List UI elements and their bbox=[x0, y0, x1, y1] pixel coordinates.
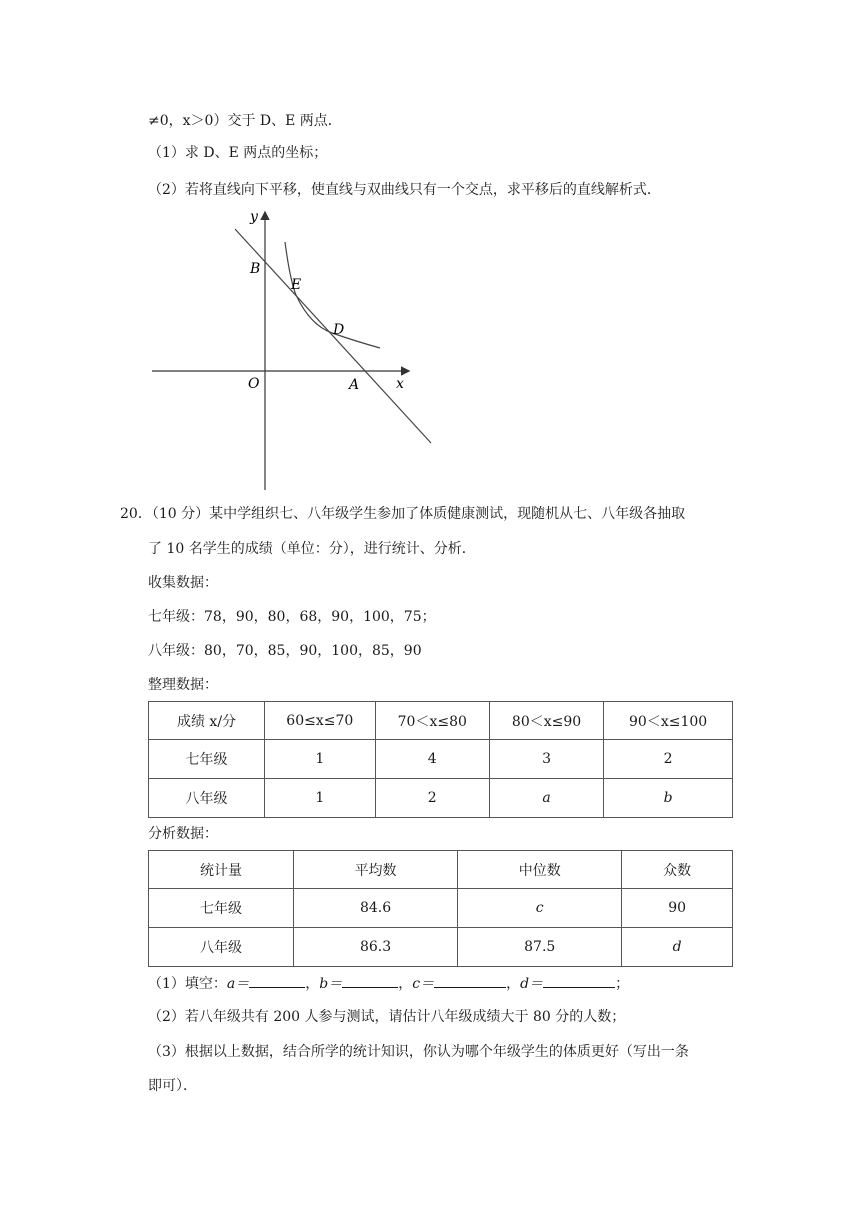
q19-part2: （2）若将直线向下平移，使直线与双曲线只有一个交点，求平移后的直线解析式． bbox=[148, 182, 661, 198]
label-e: E bbox=[291, 277, 302, 293]
table-cell: 84.6 bbox=[294, 889, 458, 928]
answer-blank-a[interactable] bbox=[249, 973, 305, 988]
table-row bbox=[149, 740, 733, 779]
row-label: 七年级 bbox=[149, 740, 265, 779]
sep: ， bbox=[305, 976, 320, 992]
q20-sub1 bbox=[148, 973, 629, 994]
label-d: D bbox=[333, 322, 345, 338]
sub1-c-label: c＝ bbox=[412, 976, 435, 992]
header-cell: 统计量 bbox=[149, 851, 294, 889]
table-row bbox=[149, 889, 733, 928]
table-cell: 90 bbox=[622, 889, 733, 928]
table-cell: d bbox=[622, 928, 733, 967]
table-cell: 1 bbox=[265, 740, 376, 779]
label-a: A bbox=[349, 377, 360, 393]
header-cell: 中位数 bbox=[458, 851, 622, 889]
table-cell: a bbox=[489, 779, 603, 818]
table-cell: 1 bbox=[265, 779, 376, 818]
row-label: 八年级 bbox=[149, 928, 294, 967]
statistics-table-header bbox=[149, 851, 733, 889]
answer-blank-d[interactable] bbox=[543, 973, 615, 988]
label-b: B bbox=[250, 261, 261, 277]
table-cell: 2 bbox=[604, 740, 733, 779]
q20-sub3-line1: （3）根据以上数据，结合所学的统计知识，你认为哪个年级学生的体质更好（写出一条 bbox=[148, 1044, 689, 1060]
label-x: x bbox=[396, 376, 404, 392]
sub1-d-label: d＝ bbox=[520, 976, 544, 992]
q20-stem-line2: 了 10 名学生的成绩（单位：分），进行统计、分析． bbox=[148, 541, 476, 557]
header-cell: 80＜x≤90 bbox=[489, 702, 603, 740]
q20-stem-line1: 20．（10 分）某中学组织七、八年级学生参加了体质健康测试，现随机从七、八年级各抽取 bbox=[120, 506, 686, 522]
organize-data-heading: 整理数据： bbox=[148, 677, 218, 693]
table-cell: 3 bbox=[489, 740, 603, 779]
answer-blank-c[interactable] bbox=[434, 973, 506, 988]
header-cell: 成绩 x/分 bbox=[149, 702, 265, 740]
sub1-end: ； bbox=[615, 976, 630, 992]
header-cell: 60≤x≤70 bbox=[265, 702, 376, 740]
frequency-table bbox=[148, 701, 733, 818]
header-cell: 众数 bbox=[622, 851, 733, 889]
collect-data-heading: 收集数据： bbox=[148, 575, 218, 591]
header-cell: 70＜x≤80 bbox=[375, 702, 489, 740]
table-row bbox=[149, 779, 733, 818]
table-cell: 2 bbox=[375, 779, 489, 818]
frequency-table-header bbox=[149, 702, 733, 740]
sep: ， bbox=[506, 976, 521, 992]
grade7-data: 七年级：78，90，80，68，90，100，75； bbox=[148, 609, 436, 625]
table-cell: 87.5 bbox=[458, 928, 622, 967]
table-cell: b bbox=[604, 779, 733, 818]
table-row bbox=[149, 928, 733, 967]
label-o: O bbox=[248, 376, 260, 392]
sub1-a-label: a＝ bbox=[226, 976, 250, 992]
grade8-data: 八年级：80，70，85，90，100，85，90 bbox=[148, 643, 422, 659]
sep: ， bbox=[398, 976, 413, 992]
header-cell: 平均数 bbox=[294, 851, 458, 889]
answer-blank-b[interactable] bbox=[342, 973, 398, 988]
table-cell: 86.3 bbox=[294, 928, 458, 967]
sub1-prefix: （1）填空： bbox=[148, 976, 227, 992]
table-cell: c bbox=[458, 889, 622, 928]
row-label: 八年级 bbox=[149, 779, 265, 818]
q20-sub2: （2）若八年级共有 200 人参与测试，请估计八年级成绩大于 80 分的人数； bbox=[148, 1009, 626, 1025]
statistics-table bbox=[148, 850, 733, 967]
analyze-data-heading: 分析数据： bbox=[148, 826, 218, 842]
coordinate-figure bbox=[140, 205, 450, 495]
q19-condition-tail: ≠0，x＞0）交于 D、E 两点． bbox=[148, 113, 342, 129]
q19-part1: （1）求 D、E 两点的坐标； bbox=[148, 145, 328, 161]
row-label: 七年级 bbox=[149, 889, 294, 928]
sub1-b-label: b＝ bbox=[319, 976, 343, 992]
header-cell: 90＜x≤100 bbox=[604, 702, 733, 740]
table-cell: 4 bbox=[375, 740, 489, 779]
q20-sub3-line2: 即可）． bbox=[148, 1078, 197, 1094]
label-y: y bbox=[250, 209, 258, 225]
